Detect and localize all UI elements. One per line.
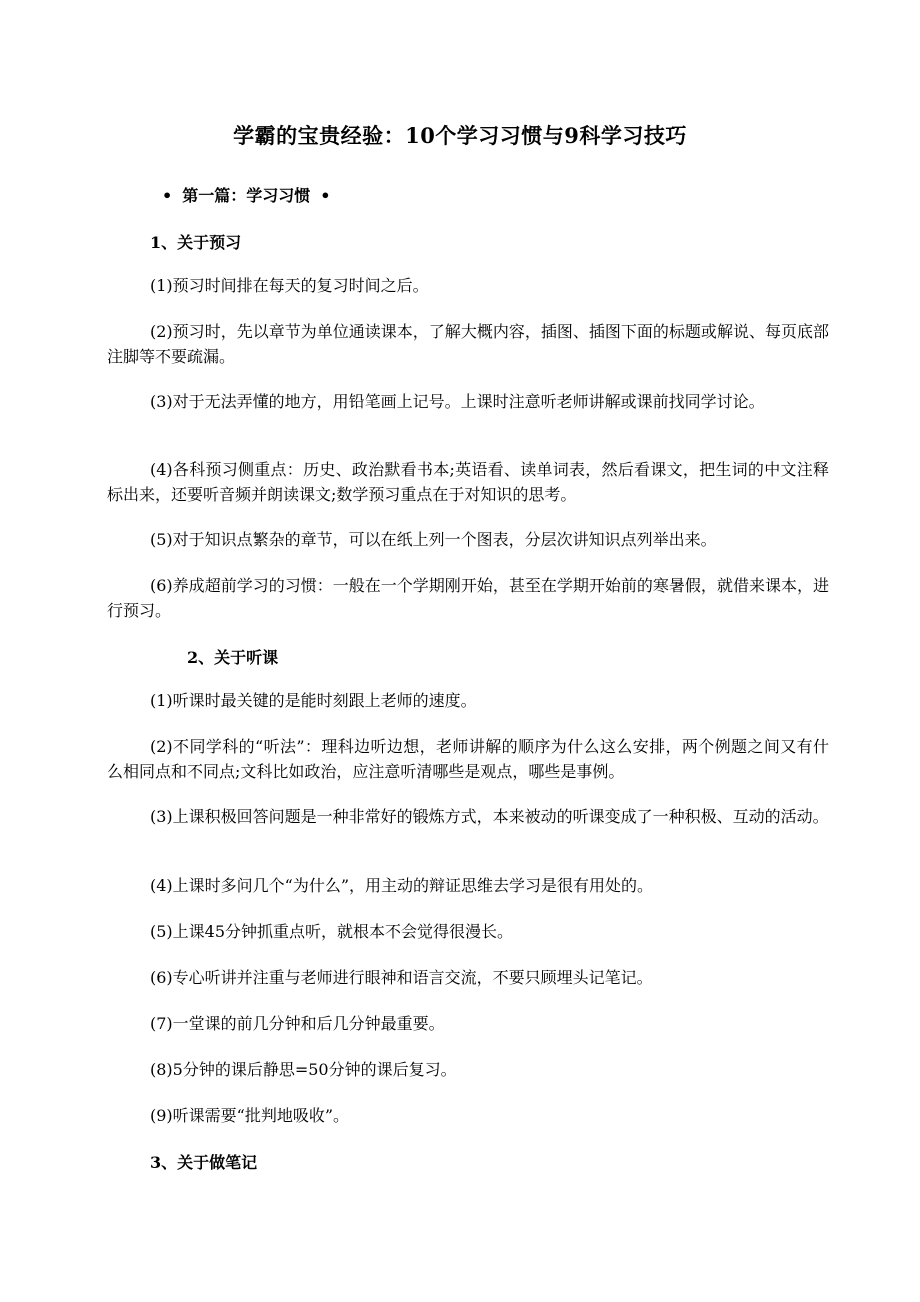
paragraph: (3)对于无法弄懂的地方，用铅笔画上记号。上课时注意听老师讲解或课前找同学讨论。 (150, 392, 765, 411)
paragraph: (6)养成超前学习的习惯：一般在一个学期刚开始，甚至在学期开始前的寒暑假，就借来课本，进行预习。 (107, 576, 829, 620)
section-heading-notes: 3、关于做笔记 (150, 1153, 258, 1172)
paragraph: (8)5分钟的课后静思=50分钟的课后复习。 (150, 1060, 457, 1079)
paragraph: (2)预习时，先以章节为单位通读课本，了解大概内容，插图、插图下面的标题或解说、每页底部注脚等不要疏漏。 (107, 322, 829, 366)
document-title: 学霸的宝贵经验：10个学习习惯与9科学习技巧 (233, 123, 687, 148)
paragraph: (3)上课积极回答问题是一种非常好的锻炼方式，本来被动的听课变成了一种积极、互动的活动。 (150, 807, 829, 826)
paragraph: (5)上课45分钟抓重点听，就根本不会觉得很漫长。 (150, 922, 514, 941)
section-heading-preview: 1、关于预习 (150, 233, 242, 252)
part-heading-label: 第一篇：学习习惯 (182, 186, 311, 205)
section-heading-listening: 2、关于听课 (187, 648, 279, 667)
paragraph: (1)听课时最关键的是能时刻跟上老师的速度。 (150, 691, 477, 710)
paragraph: (7)一堂课的前几分钟和后几分钟最重要。 (150, 1014, 445, 1033)
bullet-right: • (320, 186, 331, 205)
paragraph: (4)上课时多问几个“为什么”，用主动的辩证思维去学习是很有用处的。 (150, 876, 654, 895)
paragraph: (6)专心听讲并注重与老师进行眼神和语言交流，不要只顾埋头记笔记。 (150, 968, 653, 987)
paragraph: (1)预习时间排在每天的复习时间之后。 (150, 276, 429, 295)
paragraph: (5)对于知识点繁杂的章节，可以在纸上列一个图表，分层次讲知识点列举出来。 (150, 530, 717, 549)
paragraph: (4)各科预习侧重点：历史、政治默看书本;英语看、读单词表，然后看课文，把生词的中文注释标出来，还要听音频并朗读课文;数学预习重点在于对知识的思考。 (107, 460, 829, 504)
bullet-left: • (162, 186, 173, 205)
paragraph: (2)不同学科的“听法”：理科边听边想，老师讲解的顺序为什么这么安排，两个例题之间又有什么相同点和不同点;文科比如政治，应注意听清哪些是观点，哪些是事例。 (107, 737, 829, 781)
paragraph: (9)听课需要“批判地吸收”。 (150, 1106, 350, 1125)
part-heading (152, 183, 340, 206)
